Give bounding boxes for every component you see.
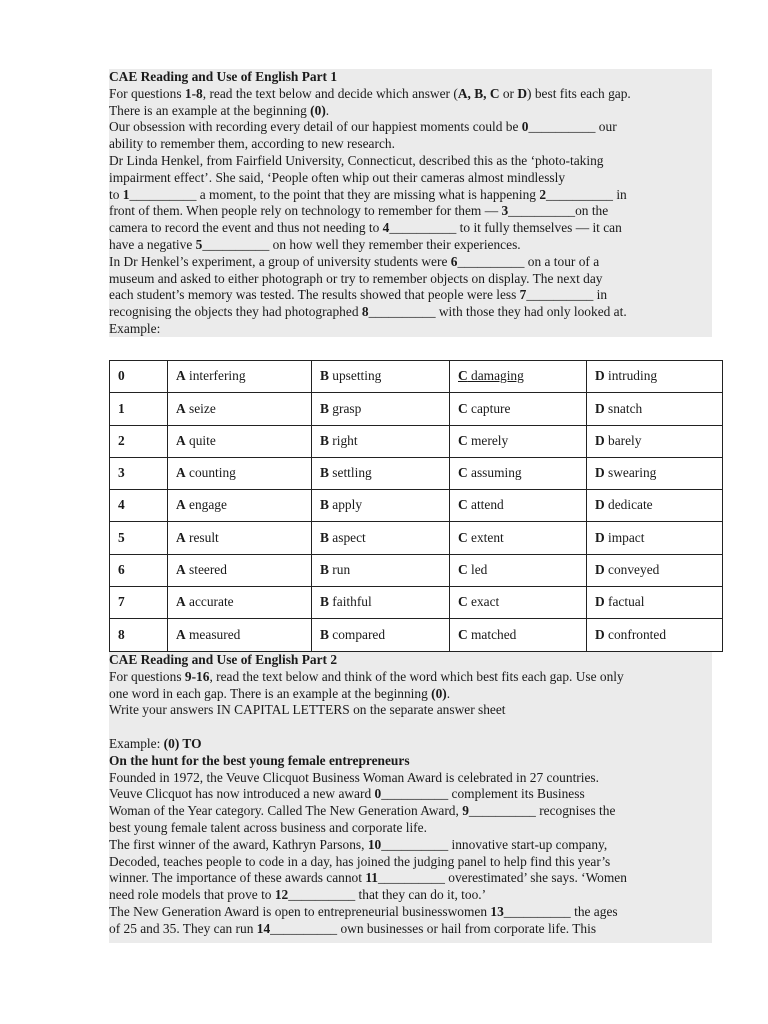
part1-line: recognising the objects they had photographed 8__________ with those they had only looked at. (109, 304, 627, 320)
part1-line: There is an example at the beginning (0). (109, 102, 330, 118)
part1-bold-text: 0 (521, 119, 529, 135)
question-number: 0 (110, 361, 168, 393)
option-a: A engage (168, 490, 312, 522)
option-d: D impact (587, 522, 723, 554)
option-d: D dedicate (587, 490, 723, 522)
option-d: D intruding (587, 361, 723, 393)
part1-line: Example: (109, 320, 161, 336)
options-table (109, 360, 723, 652)
option-b: B settling (312, 457, 450, 489)
part2-heading: CAE Reading and Use of English Part 2 (109, 652, 338, 667)
option-c: C capture (450, 393, 587, 425)
part1-line: ability to remember them, according to new research. (109, 136, 395, 152)
question-number: 7 (110, 587, 168, 619)
option-b: B upsetting (312, 361, 450, 393)
table-row (110, 393, 723, 425)
part2-line: The New Generation Award is open to entrepreneurial businesswomen 13__________ the ages (109, 903, 618, 919)
part1-line: each student’s memory was tested. The results showed that people were less 7__________ in (109, 287, 608, 303)
part2-bold-text: 10 (367, 836, 382, 852)
part2-bold-text: (0) TO (163, 735, 202, 751)
part1-bold-text: 8 (361, 304, 369, 320)
option-c: C exact (450, 587, 587, 619)
part2-bold-text: 13 (490, 903, 504, 919)
option-a: A accurate (168, 587, 312, 619)
part1-bold-text: 5 (195, 236, 203, 252)
question-number: 6 (110, 554, 168, 586)
part1-line: front of them. When people rely on technology to remember for them — 3__________on the (109, 203, 609, 219)
option-b: B right (312, 425, 450, 457)
option-c: C damaging (450, 361, 587, 393)
question-number: 1 (110, 393, 168, 425)
table-row (110, 554, 723, 586)
option-c: C extent (450, 522, 587, 554)
part2-section (109, 652, 712, 943)
option-a: A measured (168, 619, 312, 651)
option-d: D swearing (587, 457, 723, 489)
part2-line: Founded in 1972, the Veuve Clicquot Business Woman Award is celebrated in 27 countries. (109, 769, 599, 785)
part1-line: museum and asked to either photograph or try to remember objects on display. The next day (109, 270, 603, 286)
question-number: 8 (110, 619, 168, 651)
option-c: C attend (450, 490, 587, 522)
part1-line: In Dr Henkel’s experiment, a group of university students were 6__________ on a tour of a (109, 253, 600, 269)
question-number: 4 (110, 490, 168, 522)
option-d: D factual (587, 587, 723, 619)
option-a: A interfering (168, 361, 312, 393)
part1-bold-text: 1 (122, 186, 130, 202)
question-number: 2 (110, 425, 168, 457)
part2-line: of 25 and 35. They can run 14__________ own businesses or hail from corporate life. This (109, 920, 597, 936)
option-b: B aspect (312, 522, 450, 554)
option-d: D barely (587, 425, 723, 457)
part1-bold-text: D (517, 85, 528, 101)
part1-bold-text: A, B, C (457, 85, 500, 101)
part2-line: Example: (0) TO (109, 735, 202, 751)
part2-line (109, 719, 712, 736)
part1-bold-text: (0) (310, 102, 326, 118)
option-c: C merely (450, 425, 587, 457)
part2-bold-text: 14 (256, 920, 271, 936)
option-c: C led (450, 554, 587, 586)
part2-line: Write your answers IN CAPITAL LETTERS on the separate answer sheet (109, 702, 506, 718)
part1-bold-text: 6 (450, 253, 458, 269)
part2-bold-text: 12 (274, 887, 289, 903)
table-row (110, 361, 723, 393)
part1-text (109, 86, 712, 338)
part2-line: need role models that prove to 12__________ that they can do it, too.’ (109, 887, 487, 903)
option-d: D conveyed (587, 554, 723, 586)
part2-line: Woman of the Year category. Called The New Generation Award, 9__________ recognises the (109, 803, 616, 819)
part2-line: Veuve Clicquot has now introduced a new award 0__________ complement its Business (109, 786, 585, 802)
part1-bold-text: 3 (501, 203, 509, 219)
part2-bold-text: (0) (431, 685, 447, 701)
table-row (110, 490, 723, 522)
option-d: D snatch (587, 393, 723, 425)
part2-bold-text: 0 (374, 786, 382, 802)
option-b: B run (312, 554, 450, 586)
option-d: D confronted (587, 619, 723, 651)
option-a: A counting (168, 457, 312, 489)
question-number: 3 (110, 457, 168, 489)
part2-text (109, 669, 712, 938)
part2-line: best young female talent across business and corporate life. (109, 819, 427, 835)
option-b: B apply (312, 490, 450, 522)
table-row (110, 457, 723, 489)
part1-line: For questions 1-8, read the text below and decide which answer (A, B, C or D) best fits each gap. (109, 85, 631, 101)
part1-line: camera to record the event and thus not needing to 4__________ to it fully themselves — it can (109, 220, 622, 236)
part2-line: winner. The importance of these awards cannot 11__________ overestimated’ she says. ‘Women (109, 870, 627, 886)
part1-bold-text: 7 (519, 287, 527, 303)
option-b: B grasp (312, 393, 450, 425)
part1-heading: CAE Reading and Use of English Part 1 (109, 69, 338, 84)
part1-line: have a negative 5__________ on how well they remember their experiences. (109, 236, 521, 252)
part2-line: one word in each gap. There is an example at the beginning (0). (109, 685, 451, 701)
option-a: A steered (168, 554, 312, 586)
part1-line: Our obsession with recording every detail of our happiest moments could be 0__________ our (109, 119, 617, 135)
part1-bold-text: 4 (382, 220, 390, 236)
part2-bold-text: 9 (462, 803, 469, 819)
table-row (110, 619, 723, 651)
table-row (110, 425, 723, 457)
part2-bold-text: On the hunt for the best young female entrepreneurs (109, 752, 410, 768)
option-b: B faithful (312, 587, 450, 619)
part1-section (109, 69, 712, 337)
part1-bold-text: 2 (539, 186, 547, 202)
option-b: B compared (312, 619, 450, 651)
table-row (110, 522, 723, 554)
table-row (110, 587, 723, 619)
option-c: C assuming (450, 457, 587, 489)
part1-line: Dr Linda Henkel, from Fairfield University, Connecticut, described this as the ‘photo-taking (109, 152, 604, 168)
option-a: A seize (168, 393, 312, 425)
part2-bold-text: 9-16 (184, 668, 210, 684)
part2-line: For questions 9-16, read the text below and think of the word which best fits each gap. Use only (109, 668, 624, 684)
option-c: C matched (450, 619, 587, 651)
option-a: A quite (168, 425, 312, 457)
part1-line: impairment effect’. She said, ‘People often whip out their cameras almost mindlessly (109, 169, 566, 185)
question-number: 5 (110, 522, 168, 554)
option-a: A result (168, 522, 312, 554)
part1-line: to 1__________ a moment, to the point that they are missing what is happening 2__________ in (109, 186, 627, 202)
part1-bold-text: 1-8 (184, 85, 203, 101)
part2-line: Decoded, teaches people to code in a day, has joined the judging panel to help find this year’s (109, 853, 611, 869)
part2-line: The first winner of the award, Kathryn Parsons, 10__________ innovative start-up company, (109, 836, 608, 852)
part2-line (109, 753, 712, 770)
part2-bold-text: 11 (365, 870, 378, 886)
